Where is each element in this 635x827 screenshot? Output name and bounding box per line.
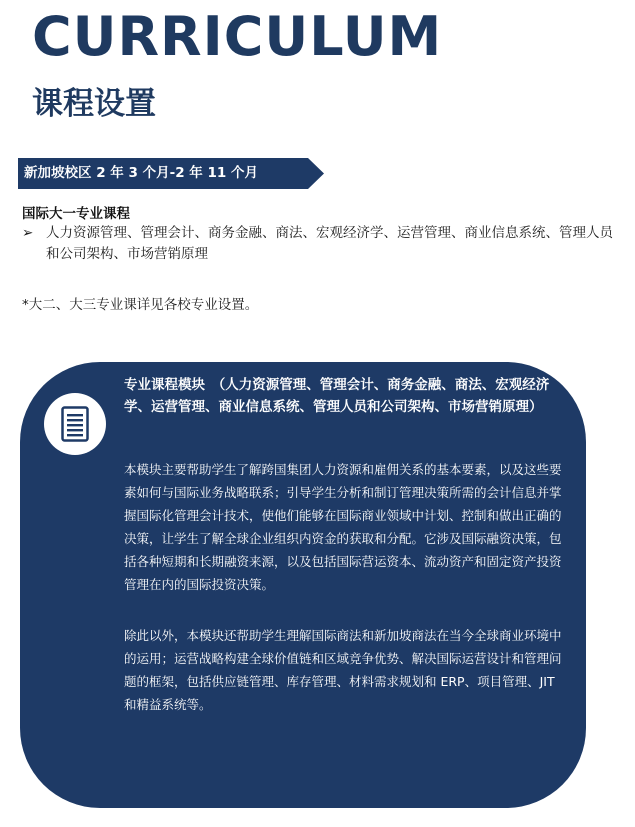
page-title-english: CURRICULUM xyxy=(32,5,443,68)
module-card-paragraph-1: 本模块主要帮助学生了解跨国集团人力资源和雇佣关系的基本要素，以及这些要素如何与国际业务战略联系；引导学生分析和制订管理决策所需的会计信息并掌握国际化管理会计技术，使他们能够在国际商业领域中计划、控制和做出正确的决策，让学生了解全球企业组织内资金的获取和分配。它涉及国际融资决策，包括各种短期和长期融资来源，以及包括国际营运资本、流动资产和固定资产投资管理在内的国际投资决策。 xyxy=(124,462,562,592)
first-year-courses: 人力资源管理、管理会计、商务金融、商法、宏观经济学、运营管理、商业信息系统、管理人员和公司架构、市场营销原理 xyxy=(46,225,613,262)
first-year-course-list-item xyxy=(22,223,622,265)
first-year-section-title: 国际大一专业课程 xyxy=(22,206,130,222)
footnote: *大二、大三专业课详见各校专业设置。 xyxy=(22,297,259,313)
document-icon xyxy=(44,393,106,455)
page-title-chinese: 课程设置 xyxy=(32,86,156,122)
banner-text: 新加坡校区 2 年 3 个月-2 年 11 个月 xyxy=(24,165,258,181)
module-card-title: 专业课程模块 （人力资源管理、管理会计、商务金融、商法、宏观经济学、运营管理、商业信息系统、管理人员和公司架构、市场营销原理） xyxy=(124,377,550,415)
module-card-paragraph-2: 除此以外，本模块还帮助学生理解国际商法和新加坡商法在当今全球商业环境中的运用；运营战略构建全球价值链和区域竞争优势、解决国际运营设计和管理问题的框架，包括供应链管理、库存管理、材料需求规划和 ERP、项目管理、JIT 和精益系统等。 xyxy=(124,628,562,712)
arrow-bullet-icon: ➢ xyxy=(22,225,34,241)
campus-duration-banner xyxy=(18,158,324,189)
